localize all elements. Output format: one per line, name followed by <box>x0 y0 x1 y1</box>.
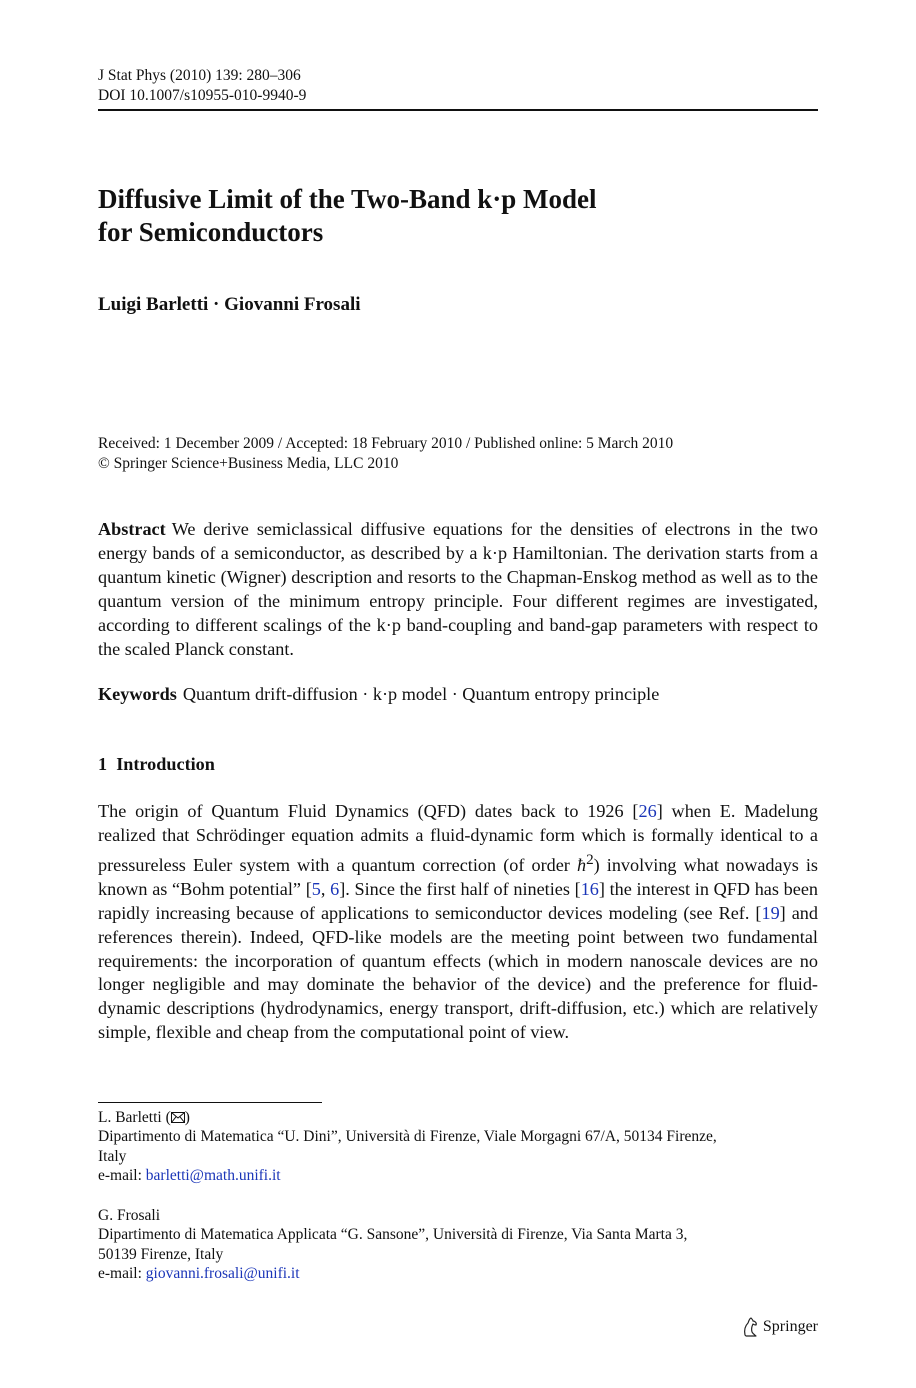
intro-text: ] the interest in QFD has been rapidly increasing because of applications to semiconductor devices modeling (see Ref. [ <box>98 878 818 923</box>
citation-link[interactable]: 26 <box>638 801 657 821</box>
author-name-close: ) <box>184 1109 190 1126</box>
keywords-label: Keywords <box>98 684 177 704</box>
email-line <box>98 1264 818 1283</box>
citation-link[interactable]: 5 <box>311 878 321 899</box>
affiliation-frosali <box>98 1206 818 1283</box>
author-name-text: L. Barletti ( <box>98 1109 171 1126</box>
journal-header <box>98 66 306 106</box>
email-label: e-mail: <box>98 1166 146 1184</box>
abstract-text: We derive semiclassical diffusive equations for the densities of electrons in the two energy bands of a semiconductor, as described by a k·p Hamiltonian. The derivation starts from a quantum kinetic (Wigner) description and resorts to the Chapman-Enskog method as well as to the quantum version of the minimum entropy principle. Four different regimes are investigated, according to different scalings of the k·p band-coupling and band-gap parameters with respect to the scaled Planck constant. <box>98 519 818 659</box>
email-line <box>98 1166 818 1185</box>
intro-text: ]. Since the first half of nineties [ <box>339 878 581 899</box>
publisher-logo <box>741 1317 818 1337</box>
dates-line: Received: 1 December 2009 / Accepted: 18 February 2010 / Published online: 5 March 2010 <box>98 435 674 452</box>
citation-link[interactable]: 16 <box>580 878 599 899</box>
journal-citation: J Stat Phys (2010) 139: 280–306 <box>98 67 301 84</box>
intro-text: ) involving what nowadays is known as “Bohm potential” [ <box>98 854 818 899</box>
keywords <box>98 683 818 707</box>
abstract-label: Abstract <box>98 519 166 539</box>
author-name: G. Frosali <box>98 1207 160 1224</box>
hbar-exponent: 2 <box>586 850 594 868</box>
affiliation-barletti <box>98 1108 818 1185</box>
author-name <box>98 1108 818 1127</box>
keywords-text: Quantum drift-diffusion · k·p model · Quantum entropy principle <box>182 684 660 704</box>
email-link[interactable]: barletti@math.unifi.it <box>145 1166 281 1184</box>
copyright-line: © Springer Science+Business Media, LLC 2010 <box>98 455 399 472</box>
intro-text: The origin of Quantum Fluid Dynamics (QFD) dates back to 1926 [ <box>98 801 639 821</box>
address-line: Dipartimento di Matematica Applicata “G. Sansone”, Università di Firenze, Via Santa Marta 3, <box>98 1226 688 1244</box>
address-line: Italy <box>98 1147 127 1165</box>
email-label: e-mail: <box>98 1264 146 1282</box>
section-number: 1 <box>98 754 108 774</box>
abstract <box>98 518 818 661</box>
paper-title <box>98 183 597 249</box>
title-line-1: Diffusive Limit of the Two-Band k·p Model <box>98 184 597 214</box>
citation-link[interactable]: 6 <box>330 878 340 899</box>
title-line-2: for Semiconductors <box>98 217 324 247</box>
publication-history <box>98 434 673 474</box>
footnote-rule <box>98 1102 322 1103</box>
hbar-symbol: ħ <box>576 854 587 875</box>
envelope-icon <box>171 1112 185 1123</box>
citation-link[interactable]: 19 <box>761 902 780 923</box>
introduction-paragraph <box>98 800 818 1045</box>
intro-text: ] when E. Madelung realized that Schrödinger equation admits a fluid-dynamic form which is formally identical to a pressureless Euler system with a quantum correction (of order <box>98 801 818 875</box>
email-link[interactable]: giovanni.frosali@unifi.it <box>145 1264 300 1282</box>
address-line: Dipartimento di Matematica “U. Dini”, Università di Firenze, Viale Morgagni 67/A, 50134 Firenze, <box>98 1128 717 1146</box>
springer-horse-icon <box>741 1317 759 1337</box>
intro-text: , <box>320 878 331 899</box>
authors: Luigi Barletti · Giovanni Frosali <box>98 294 361 315</box>
header-rule <box>98 109 818 111</box>
publisher-name: Springer <box>762 1318 818 1335</box>
address-line: 50139 Firenze, Italy <box>98 1245 224 1263</box>
doi: DOI 10.1007/s10955-010-9940-9 <box>98 87 307 104</box>
section-heading <box>98 754 215 775</box>
intro-text: ] and references therein). Indeed, QFD-like models are the meeting point between two fundamental requirements: the incorporation of quantum effects (which in modern nanoscale devices are no longer negligible and may dominate the behavior of the device) and the preference for fluid-dynamic descriptions (hydrodynamics, energy transport, drift-diffusion, etc.) which are relatively simple, flexible and cheap from the computational point of view. <box>98 902 818 1043</box>
section-title: Introduction <box>116 754 215 774</box>
